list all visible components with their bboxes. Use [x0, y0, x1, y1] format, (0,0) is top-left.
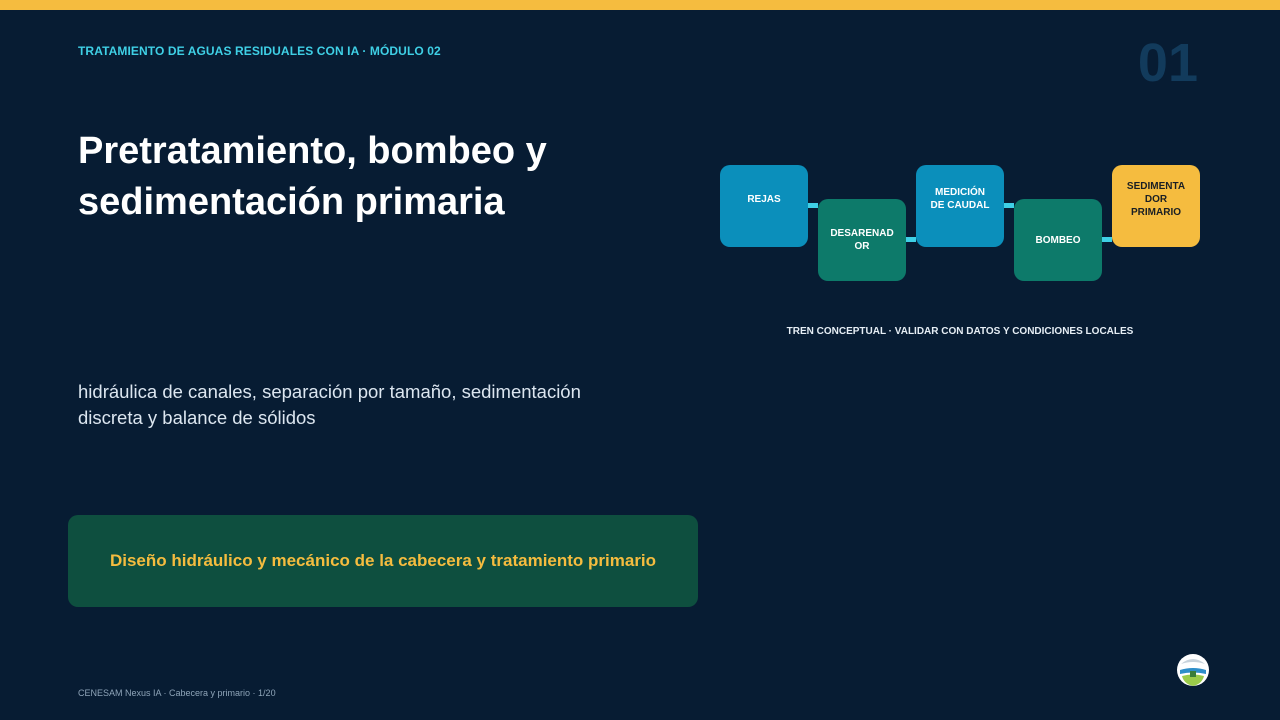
flow-step-sedimentador — [1112, 165, 1200, 247]
cenesam-logo-icon — [1175, 652, 1211, 688]
flow-caption: TREN CONCEPTUAL · VALIDAR CON DATOS Y CONDICIONES LOCALES — [786, 326, 1134, 337]
page-title: Pretratamiento, bombeo y sedimentación primaria — [78, 130, 547, 223]
callout-box — [68, 515, 698, 607]
flow-step-rejas — [720, 165, 808, 247]
slide-number: 01 — [1137, 33, 1198, 93]
flow-step-label: MEDICIÓN DE CAUDAL — [930, 187, 990, 211]
flow-connector — [808, 203, 818, 208]
flow-connector — [1102, 237, 1112, 242]
flow-connector — [906, 237, 916, 242]
top-accent-bar — [0, 0, 1280, 10]
page-subtitle: hidráulica de canales, separación por tamaño, sedimentación discreta y balance de sólidos — [78, 381, 581, 428]
flow-step-label: REJAS — [747, 193, 781, 205]
flow-step-bombeo — [1014, 199, 1102, 281]
footer-text: CENESAM Nexus IA · Cabecera y primario · 1/20 — [78, 688, 276, 698]
flow-step-label: BOMBEO — [1035, 234, 1081, 246]
flow-connector — [1004, 203, 1014, 208]
flow-step-label: DESARENAD OR — [830, 228, 894, 252]
module-kicker: TRATAMIENTO DE AGUAS RESIDUALES CON IA · MÓDULO 02 — [78, 44, 441, 58]
flow-step-label: SEDIMENTA DOR PRIMARIO — [1126, 180, 1186, 218]
flow-step-medicion-caudal — [916, 165, 1004, 247]
callout-text: Diseño hidráulico y mecánico de la cabecera y tratamiento primario — [109, 551, 657, 570]
flow-step-desarenador — [818, 199, 906, 281]
